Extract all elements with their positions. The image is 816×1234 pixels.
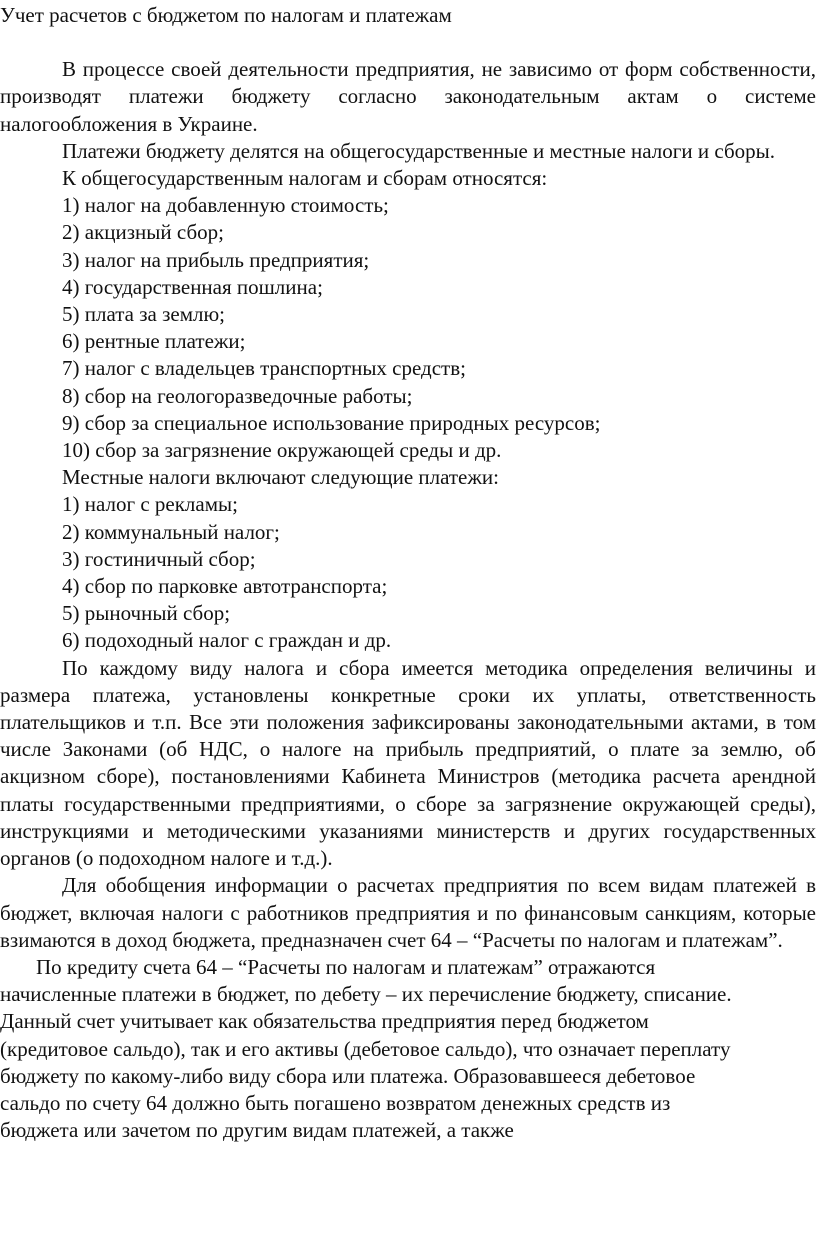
list-item: 6) рентные платежи; (62, 329, 246, 354)
national-taxes-intro: К общегосударственным налогам и сборам относятся: (62, 166, 548, 191)
division-paragraph: Платежи бюджету делятся на общегосударственные и местные налоги и сборы. (62, 138, 775, 163)
list-item: 5) плата за землю; (62, 302, 226, 327)
list-item: 9) сбор за специальное использование природных ресурсов; (62, 410, 601, 435)
final-paragraph: По кредиту счета 64 – “Расчеты по налогам и платежам” отражаются начисленные платежи в бюджет, по дебету – их перечисление бюджету, списание. Данный счет учитывает как обязательства предприятия перед бюджетом (кредитовое сальдо), так и его активы (дебетовое сальдо), что означает переплату бюджету по какому-либо виду сбора или платежа. Образовавшееся дебетовое сальдо по счету 64 должно быть погашено возвратом денежных средств из бюджета или зачетом по другим видам платежей, а также (0, 954, 732, 1143)
list-item: 4) сбор по парковке автотранспорта; (62, 574, 388, 599)
title-spacer (0, 29, 816, 56)
list-item: 1) налог на добавленную стоимость; (62, 193, 389, 218)
list-item: 2) акцизный сбор; (62, 220, 224, 245)
list-item: 4) государственная пошлина; (62, 274, 323, 299)
list-item: 1) налог с рекламы; (62, 492, 238, 517)
local-taxes-intro: Местные налоги включают следующие платежи: (62, 465, 499, 490)
list-item: 3) гостиничный сбор; (62, 546, 256, 571)
local-taxes-list (0, 491, 816, 654)
list-item: 2) коммунальный налог; (62, 519, 280, 544)
list-item: 6) подоходный налог с граждан и др. (62, 628, 392, 653)
list-item: 3) налог на прибыль предприятия; (62, 247, 370, 272)
account-paragraph: Для обобщения информации о расчетах предприятия по всем видам платежей в бюджет, включая налоги с работников предприятия и по финансовым санкциям, которые взимаются в доход бюджета, предназначен счет 64 – “Расчеты по налогам и платежам”. (0, 873, 816, 952)
list-item: 7) налог с владельцев транспортных средств; (62, 356, 466, 381)
document-title: Учет расчетов с бюджетом по налогам и платежам (0, 3, 452, 27)
national-taxes-list (0, 192, 816, 464)
methodology-paragraph: По каждому виду налога и сбора имеется методика определения величины и размера платежа, установлены конкретные сроки их уплаты, ответственность плательщиков и т.п. Все эти положения зафиксированы законодательными актами, в том числе Законами (об НДС, о налоге на прибыль предприятий, о плате за землю, об акцизном сборе), постановлениями Кабинета Министров (методика расчета арендной платы государственными предприятиями, о сборе за загрязнение окружающей среды), инструкциями и методическими указаниями министерств и других государственных органов (о подоходном налоге и т.д.). (0, 655, 816, 871)
list-item: 10) сбор за загрязнение окружающей среды и др. (62, 438, 502, 463)
intro-paragraph: В процессе своей деятельности предприятия, не зависимо от форм собственности, производят платежи бюджету согласно законодательным актам о системе налогообложения в Украине. (0, 57, 816, 136)
list-item: 8) сбор на геологоразведочные работы; (62, 383, 413, 408)
list-item: 5) рыночный сбор; (62, 601, 231, 626)
